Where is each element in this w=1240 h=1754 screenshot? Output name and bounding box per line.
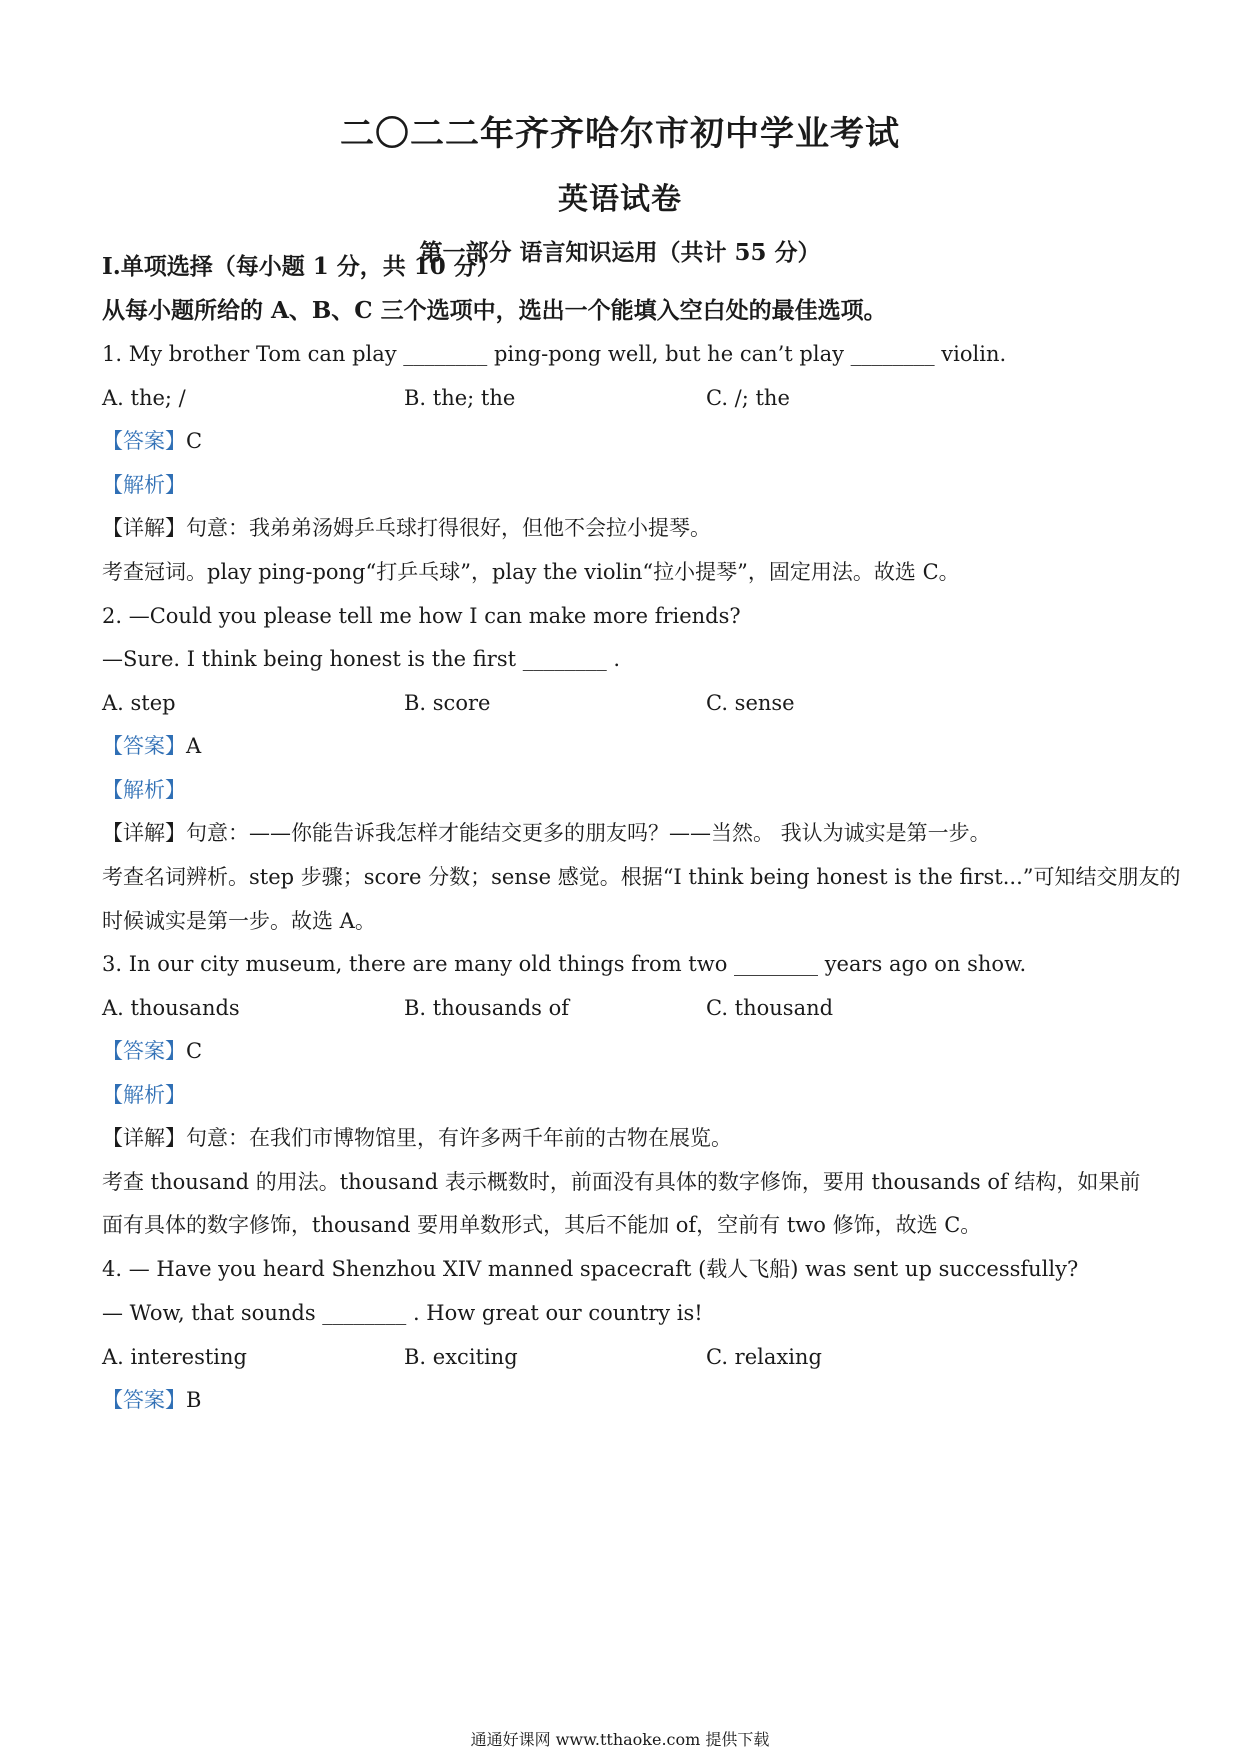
option-c: C. relaxing (706, 1345, 822, 1369)
detail-text: 句意：我弟弟汤姆乒乓球打得很好，但他不会拉小提琴。 (186, 516, 711, 540)
explain-line: 考查冠词。play ping-pong“打乒乓球”，play the violin“拉小提琴”，固定用法。故选 C。 (102, 560, 960, 584)
part-heading: 第一部分 语言知识运用（共计 55 分） (419, 239, 821, 266)
question-stem: 3. In our city museum, there are many old things from two ________ years ago on show. (102, 952, 1027, 976)
answer-label: 【答案】 (102, 1039, 186, 1063)
answer-value: C (186, 429, 203, 453)
answer-value: B (186, 1388, 202, 1412)
answer-line (102, 426, 202, 456)
option-c: C. sense (706, 691, 795, 715)
question-stem: 1. My brother Tom can play ________ ping-pong well, but he can’t play ________ violin. (102, 342, 1007, 366)
section-instruction: 从每小题所给的 A、B、C 三个选项中，选出一个能填入空白处的最佳选项。 (102, 297, 887, 324)
analysis-label: 【解析】 (102, 1083, 186, 1107)
detail-line (102, 1123, 732, 1153)
question-stem: 4. — Have you heard Shenzhou XIV manned spacecraft (载人飞船) was sent up successfully? (102, 1257, 1079, 1281)
option-b: B. thousands of (404, 996, 570, 1020)
option-a: A. interesting (102, 1345, 247, 1369)
answer-value: C (186, 1039, 203, 1063)
answer-line (102, 1036, 202, 1066)
explain-line: 时候诚实是第一步。故选 A。 (102, 909, 376, 933)
detail-line (102, 513, 711, 543)
analysis-label: 【解析】 (102, 778, 186, 802)
answer-label: 【答案】 (102, 1388, 186, 1412)
section-heading: Ⅰ.单项选择（每小题 1 分，共 10 分） (102, 253, 500, 280)
page-footer: 通通好课网 www.tthaoke.com 提供下载 (470, 1730, 770, 1749)
answer-label: 【答案】 (102, 734, 186, 758)
detail-label: 【详解】 (102, 516, 186, 540)
detail-label: 【详解】 (102, 821, 186, 845)
detail-line (102, 818, 991, 848)
exam-title: 二〇二二年齐齐哈尔市初中学业考试 (340, 114, 900, 154)
option-a: A. thousands (102, 996, 240, 1020)
option-a: A. the; / (102, 386, 186, 410)
option-c: C. thousand (706, 996, 834, 1020)
option-a: A. step (102, 691, 176, 715)
exam-subtitle: 英语试卷 (558, 182, 682, 217)
question-stem: — Wow, that sounds ________ . How great our country is! (102, 1301, 703, 1325)
answer-value: A (186, 734, 202, 758)
explain-line: 考查 thousand 的用法。thousand 表示概数时，前面没有具体的数字修饰，要用 thousands of 结构，如果前 (102, 1170, 1141, 1194)
analysis-label: 【解析】 (102, 473, 186, 497)
detail-label: 【详解】 (102, 1126, 186, 1150)
explain-line: 面有具体的数字修饰，thousand 要用单数形式，其后不能加 of，空前有 two 修饰，故选 C。 (102, 1213, 982, 1237)
option-b: B. exciting (404, 1345, 518, 1369)
detail-text: 句意：——你能告诉我怎样才能结交更多的朋友吗？——当然。 我认为诚实是第一步。 (186, 821, 991, 845)
detail-text: 句意：在我们市博物馆里，有许多两千年前的古物在展览。 (186, 1126, 732, 1150)
option-b: B. score (404, 691, 491, 715)
explain-line: 考查名词辨析。step 步骤；score 分数；sense 感觉。根据“I think being honest is the first...”可知结交朋友的 (102, 865, 1181, 889)
option-c: C. /; the (706, 386, 790, 410)
answer-line (102, 1385, 201, 1415)
answer-line (102, 731, 201, 761)
question-stem: 2. —Could you please tell me how I can make more friends? (102, 604, 741, 628)
option-b: B. the; the (404, 386, 516, 410)
question-stem: —Sure. I think being honest is the first ________ . (102, 647, 621, 671)
answer-label: 【答案】 (102, 429, 186, 453)
